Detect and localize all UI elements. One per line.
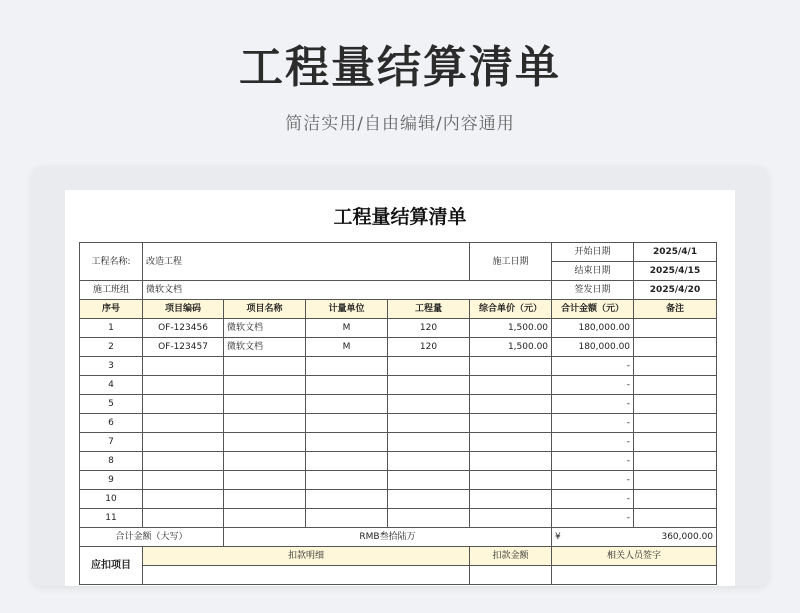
item-code[interactable] — [143, 414, 224, 433]
item-name[interactable] — [224, 376, 306, 395]
issue-date-label: 签发日期 — [552, 281, 634, 300]
unit-price[interactable] — [470, 509, 552, 528]
measure-unit[interactable] — [306, 357, 388, 376]
table-row — [80, 471, 717, 490]
column-header-row — [80, 300, 717, 319]
item-code[interactable] — [143, 490, 224, 509]
project-name-label: 工程名称: — [80, 243, 143, 281]
page-title: 工程量结算清单 — [239, 42, 561, 93]
column-header: 计量单位 — [306, 300, 388, 319]
table-row — [80, 395, 717, 414]
remark[interactable] — [634, 433, 717, 452]
measure-unit[interactable] — [306, 509, 388, 528]
end-date-value[interactable]: 2025/4/15 — [634, 262, 717, 281]
measure-unit[interactable]: M — [306, 338, 388, 357]
table-row — [80, 376, 717, 395]
total-amount-cell[interactable]: 180,000.00 — [552, 338, 634, 357]
measure-unit[interactable]: M — [306, 319, 388, 338]
item-name[interactable] — [224, 414, 306, 433]
quantity[interactable] — [388, 414, 470, 433]
table-row — [80, 338, 717, 357]
quantity[interactable] — [388, 490, 470, 509]
row-number[interactable]: 8 — [80, 452, 143, 471]
row-number[interactable]: 10 — [80, 490, 143, 509]
quantity[interactable] — [388, 433, 470, 452]
total-amount-cell[interactable]: - — [552, 414, 634, 433]
column-header: 综合单价（元） — [470, 300, 552, 319]
total-amount-cell[interactable]: - — [552, 395, 634, 414]
spreadsheet-sheet — [65, 190, 735, 586]
measure-unit[interactable] — [306, 471, 388, 490]
measure-unit[interactable] — [306, 414, 388, 433]
remark[interactable] — [634, 357, 717, 376]
total-row — [80, 528, 717, 547]
remark[interactable] — [634, 319, 717, 338]
item-code[interactable]: OF-123457 — [143, 338, 224, 357]
total-amount-cell[interactable]: - — [552, 357, 634, 376]
remark[interactable] — [634, 338, 717, 357]
table-row — [80, 509, 717, 528]
quantity[interactable] — [388, 357, 470, 376]
measure-unit[interactable] — [306, 452, 388, 471]
unit-price[interactable] — [470, 452, 552, 471]
table-row — [80, 414, 717, 433]
issue-date-value[interactable]: 2025/4/20 — [634, 281, 717, 300]
team-label: 施工班组 — [80, 281, 143, 300]
item-name[interactable]: 微软文档 — [224, 319, 306, 338]
column-header: 工程量 — [388, 300, 470, 319]
measure-unit[interactable] — [306, 490, 388, 509]
remark[interactable] — [634, 509, 717, 528]
quantity[interactable] — [388, 376, 470, 395]
item-name[interactable] — [224, 471, 306, 490]
table-row — [80, 490, 717, 509]
unit-price[interactable] — [470, 414, 552, 433]
item-code[interactable] — [143, 509, 224, 528]
measure-unit[interactable] — [306, 395, 388, 414]
quantity[interactable]: 120 — [388, 338, 470, 357]
total-amount[interactable]: 360,000.00 — [634, 528, 717, 547]
quantity[interactable] — [388, 471, 470, 490]
table-row — [80, 433, 717, 452]
preview-card — [32, 166, 768, 586]
deduction-label: 应扣项目 — [80, 547, 143, 585]
item-name[interactable] — [224, 357, 306, 376]
deduction-amount-label: 扣款金额 — [470, 547, 552, 566]
row-number[interactable]: 1 — [80, 319, 143, 338]
total-amount-cell[interactable]: - — [552, 433, 634, 452]
deduction-detail-label: 扣款明细 — [143, 547, 470, 566]
total-amount-cell[interactable]: - — [552, 452, 634, 471]
unit-price[interactable] — [470, 471, 552, 490]
quantity[interactable]: 120 — [388, 319, 470, 338]
item-name[interactable] — [224, 452, 306, 471]
quantity[interactable] — [388, 395, 470, 414]
row-number[interactable]: 3 — [80, 357, 143, 376]
total-amount-cell[interactable]: - — [552, 471, 634, 490]
item-name[interactable] — [224, 509, 306, 528]
unit-price[interactable] — [470, 433, 552, 452]
quantity[interactable] — [388, 452, 470, 471]
total-amount-cell[interactable]: 180,000.00 — [552, 319, 634, 338]
deduction-amount-cell[interactable] — [470, 566, 552, 585]
item-name[interactable] — [224, 490, 306, 509]
unit-price[interactable] — [470, 395, 552, 414]
start-date-label: 开始日期 — [552, 243, 634, 262]
row-number[interactable]: 5 — [80, 395, 143, 414]
unit-price[interactable] — [470, 357, 552, 376]
row-number[interactable]: 7 — [80, 433, 143, 452]
signature-label: 相关人员签字 — [552, 547, 717, 566]
item-code[interactable] — [143, 357, 224, 376]
item-name[interactable] — [224, 433, 306, 452]
row-number[interactable]: 2 — [80, 338, 143, 357]
row-number[interactable]: 9 — [80, 471, 143, 490]
unit-price[interactable]: 1,500.00 — [470, 319, 552, 338]
remark[interactable] — [634, 414, 717, 433]
row-number[interactable]: 11 — [80, 509, 143, 528]
item-code[interactable] — [143, 433, 224, 452]
start-date-value[interactable]: 2025/4/1 — [634, 243, 717, 262]
signature-cell[interactable] — [552, 566, 717, 585]
project-name-value[interactable]: 改造工程 — [143, 243, 470, 281]
construction-date-label: 施工日期 — [470, 243, 552, 281]
column-header: 合计金额（元） — [552, 300, 634, 319]
unit-price[interactable]: 1,500.00 — [470, 338, 552, 357]
item-name[interactable]: 微软文档 — [224, 338, 306, 357]
total-amount-cell[interactable]: - — [552, 376, 634, 395]
column-header: 序号 — [80, 300, 143, 319]
remark[interactable] — [634, 376, 717, 395]
total-amount-cell[interactable]: - — [552, 509, 634, 528]
item-code[interactable] — [143, 452, 224, 471]
total-amount-cell[interactable]: - — [552, 490, 634, 509]
table-row — [80, 319, 717, 338]
deduction-detail-cell[interactable] — [143, 566, 470, 585]
total-label: 合计金额（大写） — [80, 528, 224, 547]
item-code[interactable] — [143, 395, 224, 414]
page-subtitle: 简洁实用/自由编辑/内容通用 — [285, 114, 515, 134]
quantity[interactable] — [388, 509, 470, 528]
sheet-title: 工程量结算清单 — [333, 206, 467, 228]
team-value[interactable]: 微软文档 — [143, 281, 552, 300]
remark[interactable] — [634, 395, 717, 414]
total-words[interactable]: RMB叁拾陆万 — [224, 528, 552, 547]
unit-price[interactable] — [470, 376, 552, 395]
item-code[interactable]: OF-123456 — [143, 319, 224, 338]
measure-unit[interactable] — [306, 433, 388, 452]
measure-unit[interactable] — [306, 376, 388, 395]
row-number[interactable]: 4 — [80, 376, 143, 395]
row-number[interactable]: 6 — [80, 414, 143, 433]
item-name[interactable] — [224, 395, 306, 414]
remark[interactable] — [634, 490, 717, 509]
item-code[interactable] — [143, 471, 224, 490]
settlement-table — [79, 242, 717, 585]
end-date-label: 结束日期 — [552, 262, 634, 281]
column-header: 项目编码 — [143, 300, 224, 319]
remark[interactable] — [634, 471, 717, 490]
table-row — [80, 357, 717, 376]
item-code[interactable] — [143, 376, 224, 395]
table-row — [80, 452, 717, 471]
remark[interactable] — [634, 452, 717, 471]
column-header: 项目名称 — [224, 300, 306, 319]
currency-symbol: ¥ — [552, 528, 634, 547]
column-header: 备注 — [634, 300, 717, 319]
unit-price[interactable] — [470, 490, 552, 509]
